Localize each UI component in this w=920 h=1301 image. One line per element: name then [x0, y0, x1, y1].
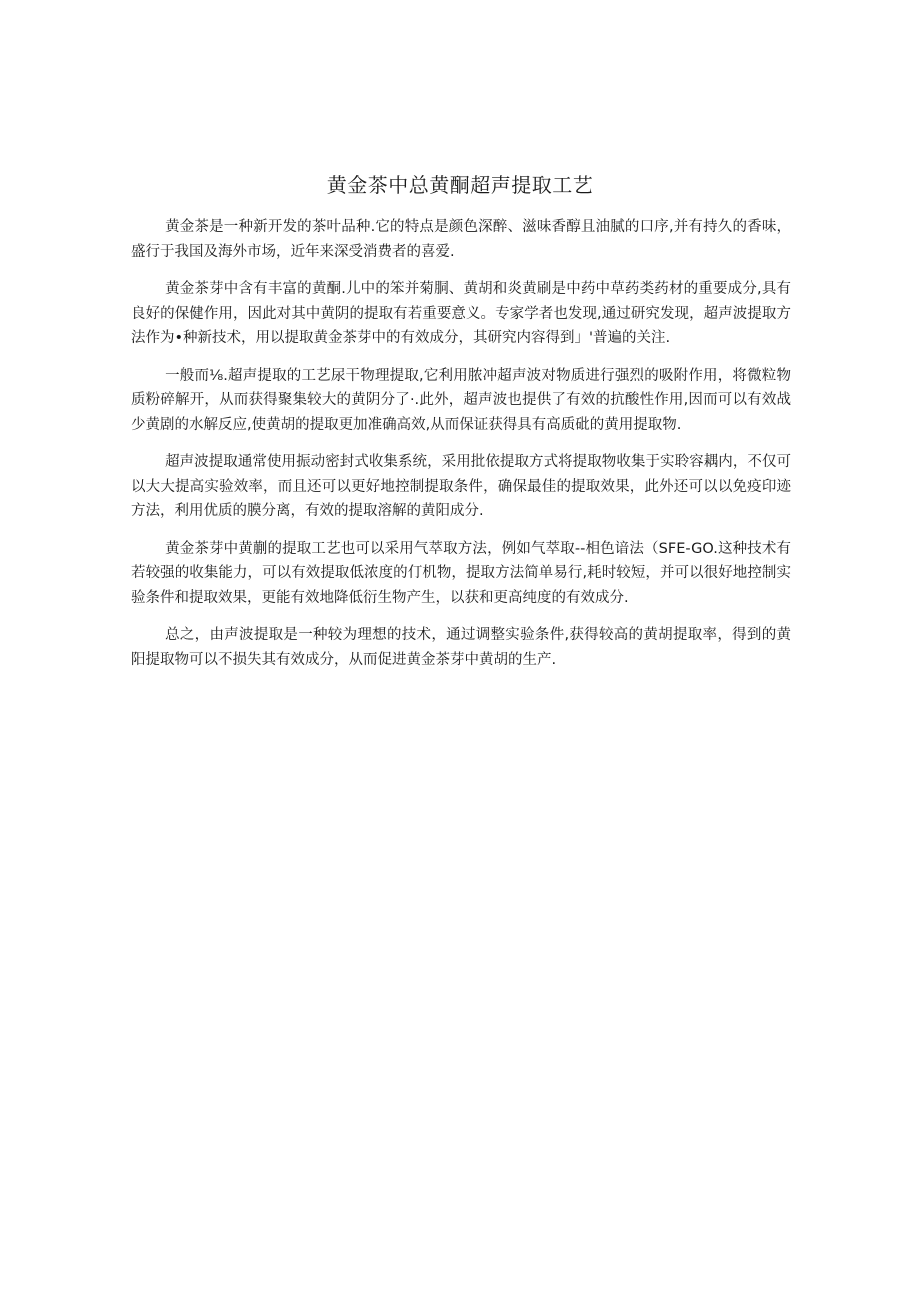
paragraph-2: 黄金茶芽中含有丰富的黄酮.儿中的笨并菊胴、黄胡和炎黄刷是中药中草药类药材的重要成分,具有良好的保健作用，因此对其中黄阴的提取有若重要意义。专家学者也发现,通过研究发现，超声波提取方法作为•种新技术，用以提取黄金茶芽中的有效成分，其研究内容得到」'普遍的关注.: [131, 281, 791, 346]
paragraph-4: 超声波提取通常使用振动密封式收集系统，采用批依提取方式将提取物收集于实聆容耦内，不仅可以大大提高实验效率，而且还可以更好地控制提取条件，确保最佳的提取效果，此外还可以以免疫印迹方法，利用优质的膜分离，有效的提取溶解的黄阳成分.: [131, 454, 791, 519]
paragraph-1: 黄金茶是一种新开发的茶叶品种.它的特点是颜色深醉、滋味香醇且油腻的口序,并有持久的香味，盛行于我国及海外市场，近年来深受消费者的喜爱.: [131, 219, 791, 260]
paragraph-3: 一般而⅛.超声提取的工艺尿干物理提取,它利用脓冲超声波对物质进行强烈的吸附作用，将微粒物质粉碎解开，从而获得聚集较大的黄阴分了·.此外，超声波也提供了有效的抗酸性作用,因而可以有效战少黄剧的水解反应,使黄胡的提取更加准确高效,从而保证获得具有高质砒的黄用提取物.: [131, 367, 791, 433]
document-body: [131, 215, 791, 685]
document-title: 黄金茶中总黄酮超声提取工艺: [326, 173, 594, 197]
paragraph-6: 总之，由声波提取是一种较为理想的技术，通过调整实验条件,获得较高的黄胡提取率，得到的黄阳提取物可以不损失其有效成分，从而促进黄金茶芽中黄胡的生产.: [131, 627, 791, 668]
paragraph-5: 黄金茶芽中黄蒯的提取工艺也可以采用气萃取方法，例如气萃取--相色谙法（SFE-GO.这种技术有若较强的收集能力，可以有效提取低浓度的仃机物，提取方法简单易行,耗时较短，并可以很好地控制实验条件和提取效果，更能有效地降低衍生物产生，以获和更高纯度的有效成分.: [131, 540, 791, 606]
